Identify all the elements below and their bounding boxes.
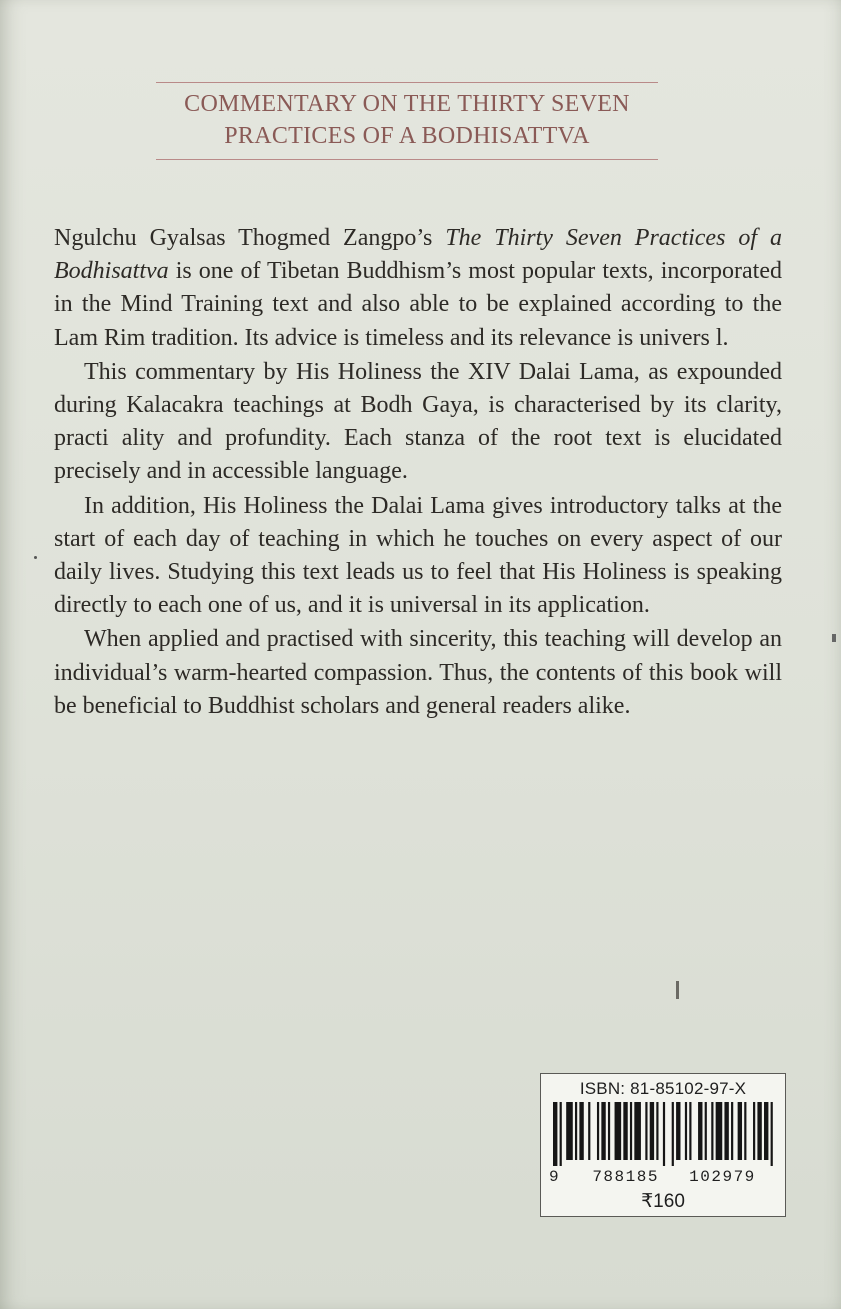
paragraph-2: This commentary by His Holiness the XIV Dalai Lama, as expounded during Kalacakra teachings at Bodh Gaya, is characterised by its clarity, practi ality and profundity. Each stanza of the root text is elucidated precisely and in accessible language. <box>54 358 782 485</box>
paragraph-3: In addition, His Holiness the Dalai Lama gives introductory talks at the start of each day of teaching in which he touches on every aspect of our daily lives. Studying this text leads us to feel that His Holiness is speaking directly to each one of us, and it is universal in its application. <box>54 492 782 619</box>
edge-mark <box>832 634 836 642</box>
barcode-bar <box>597 1102 599 1160</box>
barcode-bar <box>672 1102 674 1166</box>
barcode-bar <box>731 1102 733 1160</box>
barcode-bar <box>764 1102 768 1160</box>
barcode-bar <box>716 1102 723 1160</box>
barcode-bar <box>645 1102 647 1160</box>
barcode-digit-lead: 9 <box>549 1168 561 1186</box>
barcode-bar <box>566 1102 573 1160</box>
barcode-bar <box>744 1102 746 1160</box>
barcode-bar <box>757 1102 761 1160</box>
barcode-bar <box>553 1102 557 1166</box>
book-title-italic: The Thirty Seven Practices of a Bodhisattva <box>54 225 782 285</box>
title-line-1: COMMENTARY ON THE THIRTY SEVEN <box>184 91 630 117</box>
barcode-bar <box>689 1102 691 1160</box>
blurb-text <box>54 222 782 723</box>
barcode-bar <box>676 1102 680 1160</box>
barcode-bar <box>711 1102 713 1160</box>
barcode-bar <box>623 1102 627 1160</box>
barcode-bar <box>685 1102 687 1160</box>
print-speck <box>34 556 37 559</box>
barcode-label <box>540 1073 786 1217</box>
barcode-bar <box>615 1102 622 1160</box>
barcode-bar <box>738 1102 742 1160</box>
barcode-bar <box>753 1102 755 1160</box>
title-line-2: PRACTICES OF A BODHISATTVA <box>224 123 590 149</box>
barcode-bar <box>724 1102 728 1160</box>
paragraph-4: When applied and practised with sincerity, this teaching will develop an individual’s warm-hearted compassion. Thus, the contents of this book will be beneficial to Buddhist scholars and general readers alike. <box>54 626 782 719</box>
barcode-icon <box>553 1102 775 1166</box>
barcode-bar <box>663 1102 665 1166</box>
barcode-bar <box>588 1102 590 1160</box>
paragraph-1 <box>54 222 782 355</box>
barcode-bar <box>634 1102 641 1160</box>
print-mark <box>676 981 679 999</box>
barcode-bar <box>560 1102 562 1166</box>
barcode-bar <box>656 1102 658 1160</box>
isbn-text: ISBN: 81-85102-97-X <box>579 1079 747 1098</box>
title-block <box>156 82 658 160</box>
barcode-bar <box>705 1102 707 1160</box>
barcode-bar <box>575 1102 577 1160</box>
paragraph-1-end: is one of Tibetan Buddhism’s most popular texts, incorporated in the Mind Training text and also able to be explained according to the Lam Rim tradition. Its advice is timeless and its relevance is univers l. <box>54 258 782 351</box>
price-text: ₹160 <box>641 1191 685 1212</box>
barcode-bar <box>601 1102 605 1160</box>
barcode-bar <box>579 1102 583 1160</box>
barcode-bar <box>608 1102 610 1160</box>
barcode-digits <box>549 1168 779 1186</box>
barcode-bar <box>771 1102 773 1166</box>
barcode-digit-group-1: 788185 <box>592 1168 659 1186</box>
barcode-digit-group-2: 102979 <box>689 1168 756 1186</box>
barcode-bar <box>698 1102 702 1160</box>
barcode-bar <box>650 1102 654 1160</box>
barcode-bar <box>630 1102 632 1160</box>
paragraph-1-start: Ngulchu Gyalsas Thogmed Zangpo’s <box>54 225 446 251</box>
